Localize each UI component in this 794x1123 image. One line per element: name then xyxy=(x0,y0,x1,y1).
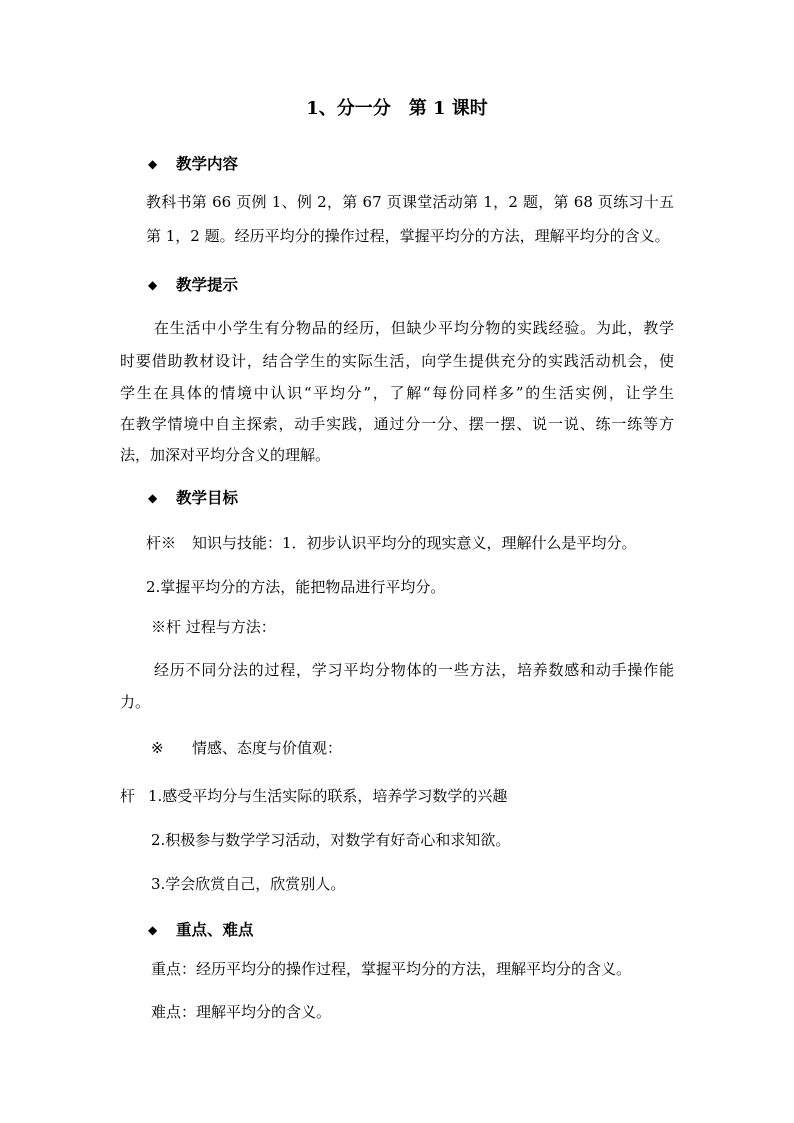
content-paragraph-line: 第 1，2 题。经历平均分的操作过程，掌握平均分的方法，理解平均分的含义。 xyxy=(146,227,670,245)
diamond-bullet-icon: ◆ xyxy=(148,491,158,505)
goal-line: 经历不同分法的过程，学习平均分物体的一些方法，培养数感和动手操作能 xyxy=(154,661,674,679)
page-title: 1、分一分 第 1 课时 xyxy=(306,98,488,119)
goal-marker: 杆 xyxy=(120,787,136,805)
diamond-bullet-icon: ◆ xyxy=(148,278,158,292)
goal-marker: ※ xyxy=(151,739,164,757)
goal-line: ※杆 过程与方法： xyxy=(151,618,276,636)
section-heading-tips: 教学提示 xyxy=(176,275,239,294)
goal-line: 2.积极参与数学学习活动，对数学有好奇心和求知欲。 xyxy=(151,831,511,849)
goal-line: 1.感受平均分与生活实际的联系，培养学习数学的兴趣 xyxy=(148,787,508,805)
goal-line: 力。 xyxy=(120,693,151,711)
difficult-point-line: 难点：理解平均分的含义。 xyxy=(151,1003,332,1021)
diamond-bullet-icon: ◆ xyxy=(148,923,158,937)
tips-paragraph-line: 在教学情境中自主探索，动手实践，通过分一分、摆一摆、说一说、练一练等方 xyxy=(120,415,674,433)
diamond-bullet-icon: ◆ xyxy=(148,157,158,171)
goal-marker: 杆※ xyxy=(146,534,177,552)
goal-line: 情感、态度与价值观： xyxy=(192,739,343,757)
tips-paragraph-line: 在生活中小学生有分物品的经历，但缺少平均分物的实践经验。为此，教学 xyxy=(154,319,674,337)
content-paragraph-line: 教科书第 66 页例 1、例 2，第 67 页课堂活动第 1，2 题，第 68 页练习十五 xyxy=(146,193,674,211)
goal-line: 知识与技能：1．初步认识平均分的现实意义，理解什么是平均分。 xyxy=(192,534,637,552)
section-heading-key-points: 重点、难点 xyxy=(176,920,254,939)
tips-paragraph-line: 法，加深对平均分含义的理解。 xyxy=(120,446,331,464)
tips-paragraph-line: 时要借助教材设计，结合学生的实际生活，向学生提供充分的实践活动机会，使 xyxy=(120,352,674,370)
tips-paragraph-line: 学生在具体的情境中认识“平均分”，了解“每份同样多”的生活实例，让学生 xyxy=(120,384,674,402)
section-heading-goals: 教学目标 xyxy=(176,488,239,507)
goal-line: 2.掌握平均分的方法，能把物品进行平均分。 xyxy=(146,578,446,596)
goal-line: 3.学会欣赏自己，欣赏别人。 xyxy=(151,875,346,893)
section-heading-content: 教学内容 xyxy=(176,154,239,173)
key-point-line: 重点：经历平均分的操作过程，掌握平均分的方法，理解平均分的含义。 xyxy=(151,960,632,978)
